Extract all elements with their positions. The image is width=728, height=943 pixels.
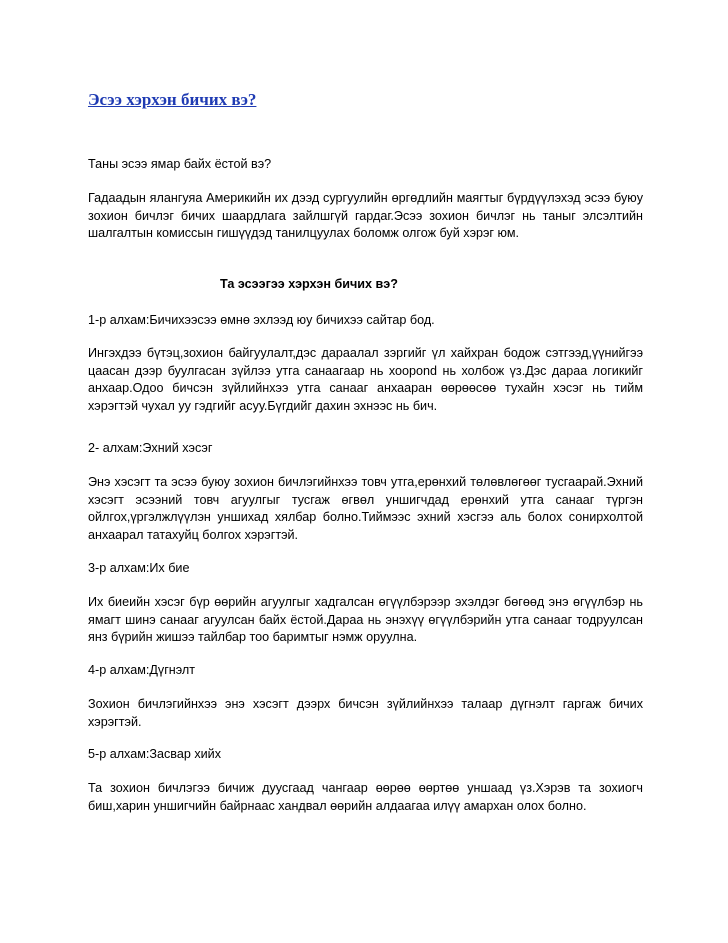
document-title: Эсээ хэрхэн бичих вэ? xyxy=(88,90,257,109)
step-3-body: Их биеийн хэсэг бүр өөрийн агуулгыг хадгалсан өгүүлбэрээр эхэлдэг бөгөөд энэ өгүүлбэр нь ямагт шинэ санааг агуулсан байх ёстой.Дараа нь энэхүү өгүүлбэрийн утга санааг тодруулсан янз бүрийн жишээ тайлбар тоо баримтыг нэмж оруулна. xyxy=(88,595,643,645)
step-2-heading: 2- алхам:Эхний хэсэг xyxy=(88,441,213,455)
intro-paragraph: Гадаадын ялангуяа Америкийн их дээд сургуулийн өргөдлийн маягтыг бүрдүүлэхэд эсээ буюу зохион бичлэг бичих шаардлага зайлшгүй гардаг.Эсээ зохион бичлэг нь таныг элсэлтийн шалгалтын комиссын гишүүдэд танилцуулах боломж олгож буй хэрэг юм. xyxy=(88,191,643,241)
step-1-heading: 1-р алхам:Бичихээсээ өмнө эхлээд юу бичихээ сайтар бод. xyxy=(88,313,435,327)
step-5-body: Та зохион бичлэгээ бичиж дуусгаад чангаар өөрөө өөртөө уншаад үз.Хэрэв та зохиогч биш,харин уншигчийн байрнаас хандвал өөрийн алдаагаа илүү амархан олох болно. xyxy=(88,781,643,813)
step-3-heading: 3-р алхам:Их бие xyxy=(88,561,190,575)
step-4-heading: 4-р алхам:Дүгнэлт xyxy=(88,663,196,677)
step-5-heading: 5-р алхам:Засвар хийх xyxy=(88,747,221,761)
intro-question: Таны эсээ ямар байх ёстой вэ? xyxy=(88,157,272,171)
section-heading: Та эсээгээ хэрхэн бичих вэ? xyxy=(220,277,398,291)
step-2-body: Энэ хэсэгт та эсээ буюу зохион бичлэгийнхээ товч утга,ерөнхий төлөвлөгөөг тусгаарай.Эхний хэсэгт эсээний товч агуулгыг тусгаж өгвөл уншигчдад ерөнхий утга санааг түргэн ойлгох,үргэлжлүүлэн уншихад хялбар болно.Тиймээс эхний хэсгээ аль болох сонирхолтой анхаарал татахуйц болгох хэрэгтэй. xyxy=(88,475,643,542)
step-1-body: Ингэхдээ бүтэц,зохион байгуулалт,дэс дараалал зэргийг үл хайхран бодож сэтгээд,үүнийгээ цаасан дээр буулгасан зүйлээ утга санаагаар нь хоорond нь холбож үз.Дэс дараа логикийг анхаар.Одоо бичсэн зүйлийнхээ утга санааг анхааран өөрөөсөө тухайн хэсэг нь тийм хэрэгтэй чухал уу гэдгийг асуу.Бүгдийг дахин эхнээс нь бич. xyxy=(88,346,643,413)
step-4-body: Зохион бичлэгийнхээ энэ хэсэгт дээрх бичсэн зүйлийнхээ талаар дүгнэлт гаргаж бичих хэрэгтэй. xyxy=(88,697,643,729)
